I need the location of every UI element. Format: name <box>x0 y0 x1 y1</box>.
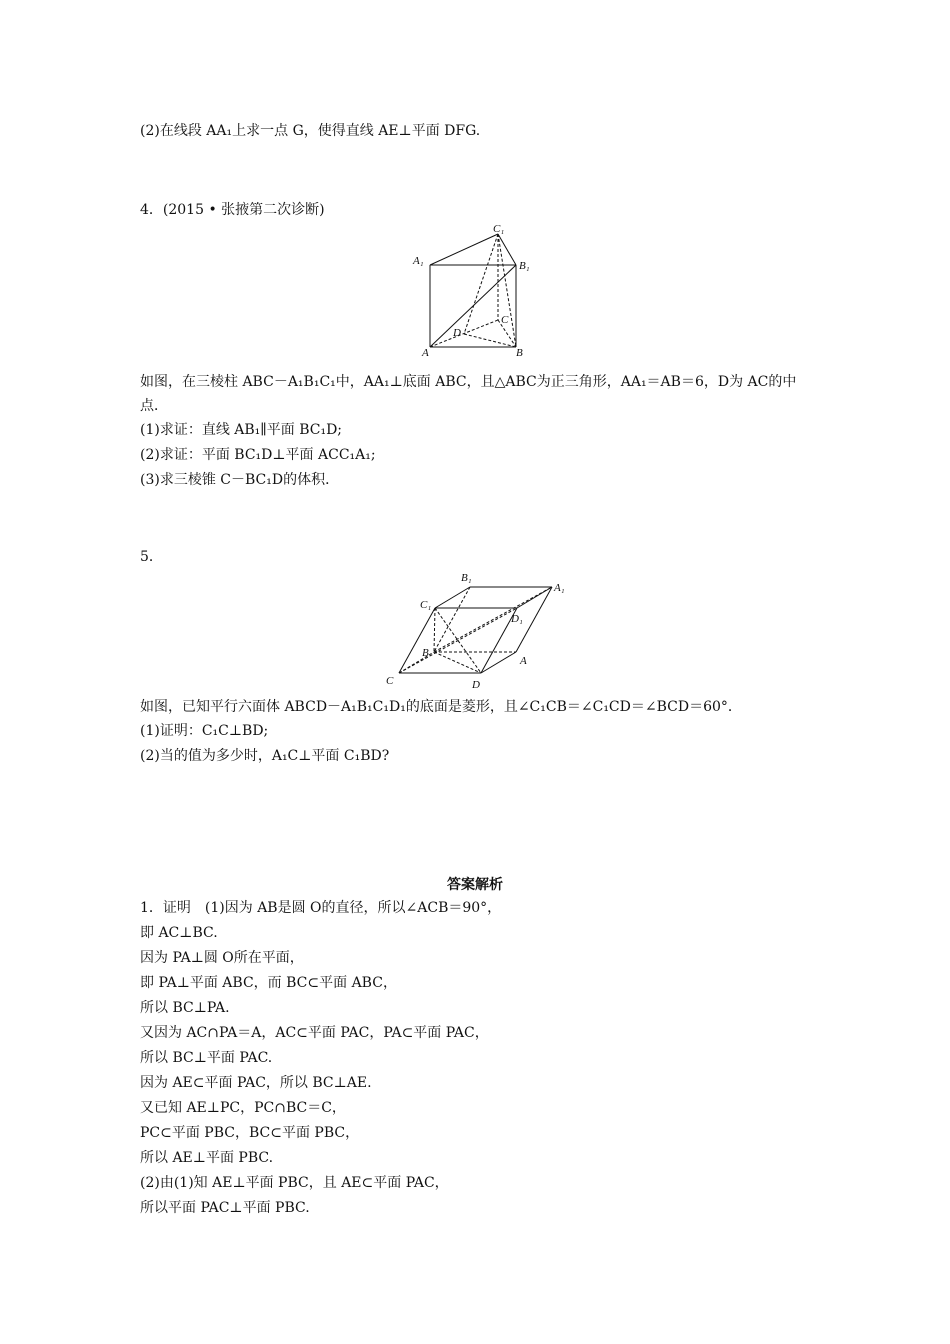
answer-line: (2)由(1)知 AE⊥平面 PBC，且 AE⊂平面 PAC， <box>140 1175 449 1191</box>
label-c: C <box>501 314 509 326</box>
parallelepiped-figure <box>380 570 580 690</box>
q4-header: 4．(2015 • 张掖第二次诊断) <box>140 202 325 218</box>
label-b: B <box>516 347 523 359</box>
q4-part3: (3)求三棱锥 C－BC₁D的体积． <box>140 472 340 488</box>
answer-line: 1．证明 (1)因为 AB是圆 O的直径，所以∠ACB＝90°， <box>140 900 502 916</box>
answer-line: 所以 AE⊥平面 PBC. <box>140 1150 274 1166</box>
answer-line: 因为 AE⊂平面 PAC，所以 BC⊥AE. <box>140 1075 372 1091</box>
answer-line: PC⊂平面 PBC，BC⊂平面 PBC， <box>140 1125 360 1141</box>
label-d: D <box>453 327 461 339</box>
label-d1: D₁ <box>511 613 523 625</box>
label-a1: A₁ <box>413 255 424 267</box>
label-b: B <box>422 647 429 659</box>
q3-part2-text: (2)在线段 AA₁上求一点 G，使得直线 AE⊥平面 DFG. <box>140 123 481 139</box>
label-a1: A₁ <box>554 582 565 594</box>
label-a: A <box>422 347 429 359</box>
label-a: A <box>520 655 527 667</box>
q5-stem: 如图，已知平行六面体 ABCD－A₁B₁C₁D₁的底面是菱形，且∠C₁CB＝∠C₁CD＝∠BCD＝60°． <box>140 699 742 715</box>
q5-part1: (1)证明：C₁C⊥BD; <box>140 723 269 739</box>
prism-figure <box>410 222 540 362</box>
answer-line: 所以平面 PAC⊥平面 PBC. <box>140 1200 310 1216</box>
q4-stem-line2: 点． <box>140 398 168 414</box>
label-d: D <box>472 679 480 690</box>
answer-line: 因为 PA⊥圆 O所在平面， <box>140 950 304 966</box>
label-b1: B₁ <box>461 572 472 584</box>
q4-part1: (1)求证：直线 AB₁∥平面 BC₁D; <box>140 422 343 438</box>
answer-heading: 答案解析 <box>447 877 503 893</box>
answer-line: 即 AC⊥BC. <box>140 925 218 941</box>
answer-line: 即 PA⊥平面 ABC，而 BC⊂平面 ABC， <box>140 975 397 991</box>
q5-part2: (2)当的值为多少时，A₁C⊥平面 C₁BD? <box>140 748 390 764</box>
answer-line: 又已知 AE⊥PC，PC∩BC＝C， <box>140 1100 346 1116</box>
answer-line: 所以 BC⊥平面 PAC. <box>140 1050 273 1066</box>
label-c1: C₁ <box>420 599 432 611</box>
label-b1: B₁ <box>519 260 530 272</box>
q4-stem-line1: 如图，在三棱柱 ABC－A₁B₁C₁中，AA₁⊥底面 ABC，且△ABC为正三角形，AA₁＝AB＝6，D为 AC的中 <box>140 374 797 390</box>
answer-line: 所以 BC⊥PA. <box>140 1000 230 1016</box>
q4-part2: (2)求证：平面 BC₁D⊥平面 ACC₁A₁; <box>140 447 376 463</box>
label-c1: C₁ <box>493 223 505 235</box>
answer-line: 又因为 AC∩PA＝A，AC⊂平面 PAC，PA⊂平面 PAC， <box>140 1025 489 1041</box>
label-c: C <box>386 675 394 687</box>
q5-header: 5． <box>140 549 163 565</box>
